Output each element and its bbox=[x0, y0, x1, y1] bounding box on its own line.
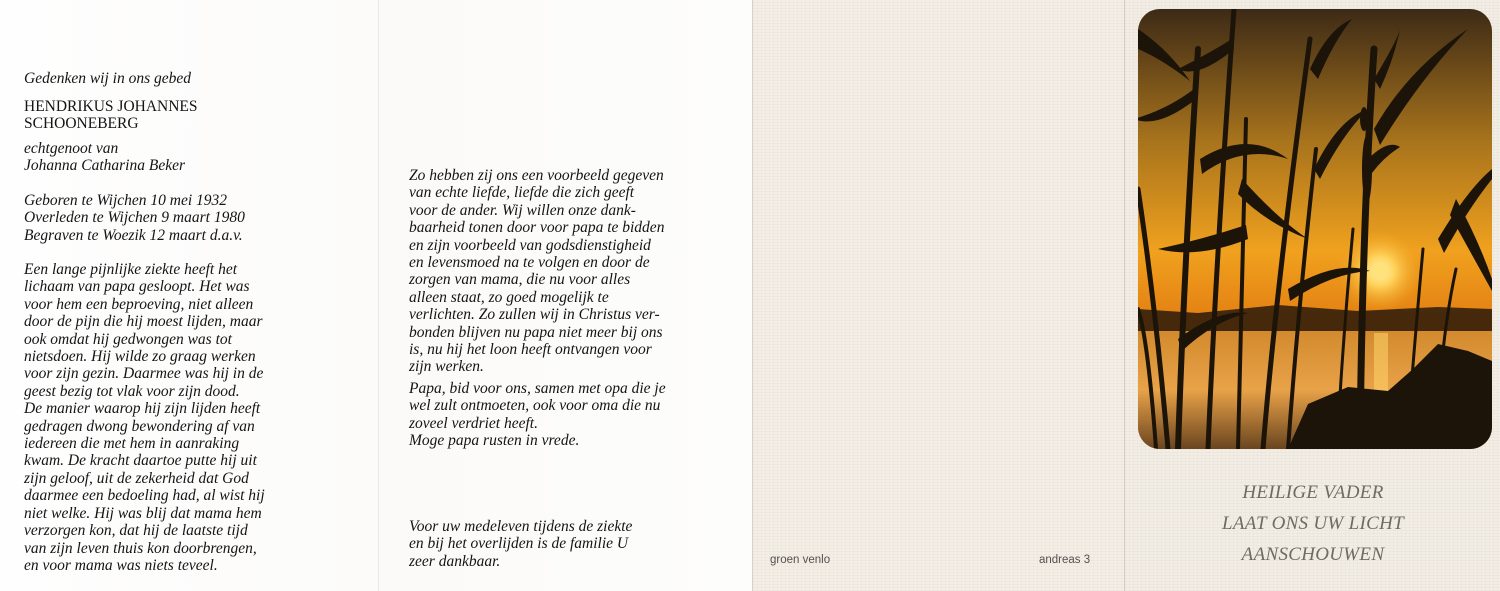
tribute-line: verlichten. Zo zullen wij in Christus ver- bbox=[409, 306, 660, 324]
dates-block bbox=[24, 192, 245, 244]
memorial-card-middle-page bbox=[378, 0, 752, 591]
story-line: voor zijn gezin. Daarmee was hij in de bbox=[24, 365, 264, 383]
spouse-line: Johanna Catharina Beker bbox=[24, 157, 186, 175]
tribute-line: en zijn voorbeeld van godsdienstigheid bbox=[409, 236, 651, 254]
tribute-line: bonden blijven nu papa niet meer bij ons bbox=[409, 323, 663, 341]
tribute-line: Zo hebben zij ons een voorbeeld gegeven bbox=[409, 167, 664, 184]
heading-line: AANSCHOUWEN bbox=[1241, 544, 1385, 565]
memorial-card-back-cover bbox=[752, 0, 1124, 591]
story-line: iedereen die met hem in aanraking bbox=[24, 435, 240, 453]
story-line: en voor mama was niets teveel. bbox=[24, 556, 218, 574]
tribute-line: en levensmoed na te volgen en door de bbox=[409, 254, 650, 272]
tribute-line: alleen staat, zo goed mogelijk te bbox=[409, 288, 609, 306]
tribute-line: zorgen van mama, die nu voor alles bbox=[409, 271, 631, 289]
printer-credit: groen venlo bbox=[770, 554, 831, 566]
story-line: geest bezig tot vlak voor zijn dood. bbox=[24, 382, 240, 400]
story-line: van zijn leven thuis kon doorbrengen, bbox=[24, 539, 257, 557]
story-line: Een lange pijnlijke ziekte heeft het bbox=[24, 261, 238, 278]
story-line: verzorgen kon, dat hij de laatste tijd bbox=[24, 522, 248, 540]
tribute-line: is, nu hij het loon heeft ontvangen voor bbox=[409, 341, 652, 359]
tribute-line: van echte liefde, liefde die zich geeft bbox=[409, 184, 635, 202]
spouse-block bbox=[24, 140, 185, 175]
story-paragraph bbox=[24, 261, 265, 574]
prayer-heading bbox=[1125, 477, 1500, 570]
story-line: ook omdat hij gedwongen was tot bbox=[24, 330, 232, 348]
story-line: zijn geloof, uit de zekerheid dat God bbox=[24, 469, 249, 487]
prayer-paragraph bbox=[409, 380, 666, 450]
story-line: voor hem een beproeving, niet alleen bbox=[24, 295, 254, 313]
tribute-paragraph bbox=[409, 167, 664, 376]
story-line: door de pijn die hij moest lijden, maar bbox=[24, 313, 263, 331]
deceased-name bbox=[24, 98, 198, 133]
story-line: nietsdoen. Hij wilde zo graag werken bbox=[24, 348, 256, 366]
story-line: gedragen dwong bewondering af van bbox=[24, 417, 255, 435]
heading-line: HEILIGE VADER bbox=[1242, 482, 1384, 503]
story-line: daarmee een bedoeling had, al wist hij bbox=[24, 487, 265, 505]
story-line: niet welke. Hij was blij dat mama hem bbox=[24, 504, 262, 522]
memorial-card-left-page bbox=[0, 0, 378, 591]
sunset-reeds-photo bbox=[1138, 9, 1492, 449]
intro-line: Gedenken wij in ons gebed bbox=[24, 70, 192, 87]
prayer-line: Papa, bid voor ons, samen met opa die je bbox=[409, 380, 666, 397]
series-number: andreas 3 bbox=[1039, 554, 1091, 566]
story-line: kwam. De kracht daartoe putte hij uit bbox=[24, 452, 257, 470]
prayer-line: zoveel verdriet heeft. bbox=[409, 414, 538, 432]
thanks-line: Voor uw medeleven tijdens de ziekte bbox=[409, 518, 633, 535]
prayer-line: Moge papa rusten in vrede. bbox=[409, 432, 580, 450]
birth-date-line: Geboren te Wijchen 10 mei 1932 bbox=[24, 192, 228, 209]
tribute-line: zijn werken. bbox=[409, 358, 484, 376]
story-line: De manier waarop hij zijn lijden heeft bbox=[24, 400, 261, 418]
name-line: SCHOONEBERG bbox=[24, 115, 139, 133]
prayer-line: wel zult ontmoeten, ook voor oma die nu bbox=[409, 397, 661, 415]
memorial-card-front-cover bbox=[1124, 0, 1500, 591]
story-line: lichaam van papa gesloopt. Het was bbox=[24, 278, 250, 296]
thanks-paragraph bbox=[409, 518, 632, 570]
spouse-line: echtgenoot van bbox=[24, 140, 119, 157]
burial-date-line: Begraven te Woezik 12 maart d.a.v. bbox=[24, 226, 243, 244]
thanks-line: zeer dankbaar. bbox=[409, 552, 501, 570]
heading-line: LAAT ONS UW LICHT bbox=[1222, 513, 1404, 534]
death-date-line: Overleden te Wijchen 9 maart 1980 bbox=[24, 209, 245, 227]
tribute-line: voor de ander. Wij willen onze dank- bbox=[409, 201, 636, 219]
tribute-line: baarheid tonen door voor papa te bidden bbox=[409, 219, 665, 237]
name-line: HENDRIKUS JOHANNES bbox=[24, 98, 198, 115]
thanks-line: en bij het overlijden is de familie U bbox=[409, 535, 629, 553]
